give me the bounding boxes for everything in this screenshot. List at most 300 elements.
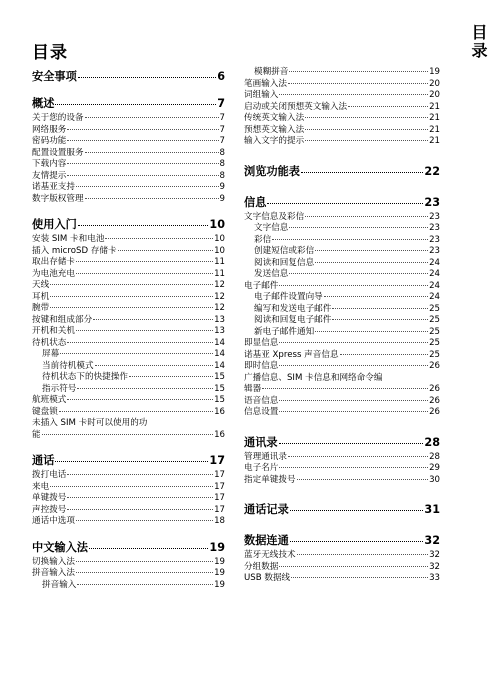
page-number: 13 (214, 314, 225, 325)
dot-leader (60, 353, 213, 354)
side-tab-label: 目录 (469, 24, 488, 60)
toc-entry[interactable] (244, 292, 440, 304)
entry-title: 取出存储卡 (32, 257, 75, 267)
dot-leader (118, 250, 213, 251)
dot-leader (332, 319, 428, 320)
page-number: 7 (219, 124, 225, 135)
page-number: 25 (429, 326, 440, 337)
entry-title: 语音信息 (244, 395, 279, 406)
page-number: 22 (424, 164, 440, 178)
page-number: 13 (214, 326, 225, 336)
entry-title: 拼音输入 (42, 579, 77, 590)
toc-entry[interactable] (32, 430, 225, 442)
dot-leader (290, 510, 424, 511)
toc-entry[interactable] (32, 159, 225, 171)
page-number: 18 (214, 516, 225, 526)
page-number: 7 (217, 97, 225, 110)
entry-title: 拨打电话 (32, 470, 67, 480)
toc-section-heading[interactable] (32, 70, 225, 84)
page-number: 29 (429, 463, 440, 473)
page-number: 15 (214, 395, 225, 405)
toc-section-heading[interactable] (32, 218, 225, 232)
dot-leader (290, 541, 424, 542)
toc-entry[interactable] (244, 452, 440, 464)
entry-title: 预想英文输入法 (244, 124, 305, 135)
dot-leader (289, 71, 428, 72)
page-number: 19 (214, 568, 225, 578)
dot-leader (279, 411, 428, 412)
page-number: 17 (209, 454, 225, 467)
dot-leader (67, 140, 218, 141)
page-number: 28 (429, 451, 440, 462)
entry-title: 新电子邮件通知 (254, 326, 315, 337)
entry-title: 来电 (32, 481, 50, 492)
dot-leader (59, 411, 213, 412)
dot-leader (85, 117, 219, 118)
toc-entry[interactable] (244, 235, 440, 247)
toc-right-column (244, 67, 440, 585)
entry-title: 指示符号 (42, 383, 77, 394)
toc-section (244, 534, 440, 585)
toc-left-column (32, 70, 225, 591)
toc-entry[interactable] (32, 384, 225, 396)
toc-entry[interactable] (244, 463, 440, 475)
dot-leader (50, 486, 213, 487)
entry-title: 关于您的设备 (32, 113, 84, 123)
page-number: 24 (429, 292, 440, 302)
dot-leader (324, 296, 428, 297)
entry-title: 管理通讯录 (244, 451, 287, 462)
toc-entry[interactable] (32, 361, 225, 373)
entry-title: 指定单键拨号 (244, 474, 296, 485)
toc-entry[interactable] (32, 125, 225, 137)
toc-section (32, 218, 225, 441)
dot-leader (67, 509, 213, 510)
page-number: 23 (429, 211, 440, 222)
dot-leader (77, 388, 213, 389)
toc-entry[interactable] (32, 580, 225, 592)
dot-leader (305, 117, 428, 118)
toc-entry[interactable] (244, 246, 440, 258)
dot-leader (67, 497, 213, 498)
entry-title: 诺基亚 Xpress 声音信息 (244, 349, 339, 360)
entry-title: 网络服务 (32, 124, 67, 135)
section-title: 安全事项 (32, 70, 77, 83)
entry-title: 拼音输入法 (32, 568, 75, 578)
entry-title: 电子邮件设置向导 (254, 292, 323, 302)
page-number: 31 (424, 503, 440, 516)
entry-title: 文字信息及彩信 (244, 211, 305, 222)
toc-entry[interactable] (244, 102, 440, 114)
dot-leader (297, 554, 428, 555)
toc-entry[interactable] (244, 125, 440, 137)
dot-leader (279, 285, 428, 286)
toc-entry[interactable] (244, 562, 440, 574)
toc-entry[interactable] (244, 113, 440, 125)
entry-title: 词组输入 (244, 90, 279, 100)
page-number: 24 (429, 257, 440, 268)
page-number: 21 (429, 136, 440, 146)
page-number: 14 (214, 349, 225, 359)
page-number: 11 (214, 268, 225, 279)
page-number: 19 (214, 556, 225, 567)
toc-entry[interactable] (32, 470, 225, 482)
page-number: 15 (214, 372, 225, 382)
dot-leader (279, 94, 428, 95)
entry-title: 天线 (32, 280, 50, 290)
dot-leader (67, 342, 213, 343)
toc-entry[interactable] (32, 136, 225, 148)
toc-entry[interactable] (32, 148, 225, 160)
entry-title: 航班模式 (32, 395, 67, 405)
page-number: 33 (429, 573, 440, 583)
toc-entry[interactable] (244, 338, 440, 350)
page-number: 19 (429, 67, 440, 77)
toc-entry[interactable] (244, 361, 440, 373)
page-number: 19 (214, 579, 225, 590)
toc-section (244, 67, 440, 148)
dot-leader (332, 308, 428, 309)
toc-section-heading[interactable] (244, 503, 440, 517)
toc-section-heading[interactable] (244, 165, 440, 179)
dot-leader (76, 186, 219, 187)
toc-entry[interactable] (244, 136, 440, 148)
dot-leader (55, 104, 216, 105)
toc-entry[interactable] (244, 269, 440, 281)
page-number: 25 (429, 315, 440, 325)
entry-title: 启动或关闭预想英文输入法 (244, 101, 348, 112)
dot-leader (288, 83, 428, 84)
toc-section (32, 97, 225, 205)
toc-entry[interactable] (32, 326, 225, 338)
toc-entry[interactable] (32, 280, 225, 292)
entry-title: 待机状态下的快捷操作 (42, 372, 128, 382)
page-number: 23 (429, 246, 440, 256)
dot-leader (85, 152, 219, 153)
toc-entry[interactable] (244, 396, 440, 408)
entry-title: 辑器 (244, 384, 262, 394)
page-number: 8 (219, 147, 225, 158)
entry-title: 待机状态 (32, 337, 67, 348)
dot-leader (76, 330, 213, 331)
page-number: 25 (429, 349, 440, 360)
toc-entry[interactable] (32, 171, 225, 183)
page-number: 8 (219, 159, 225, 169)
toc-entry[interactable] (32, 269, 225, 281)
dot-leader (348, 106, 428, 107)
page-title: 目录 (32, 43, 68, 63)
page-number: 24 (429, 269, 440, 279)
entry-title: 蓝牙无线技术 (244, 550, 296, 560)
section-title: 信息 (244, 195, 267, 209)
entry-title: 下载内容 (32, 159, 67, 169)
dot-leader (340, 354, 429, 355)
entry-title: 开机和关机 (32, 326, 75, 336)
toc-section-heading[interactable] (244, 196, 440, 210)
entry-title: 密码功能 (32, 136, 67, 146)
entry-title: 切换输入法 (32, 556, 75, 567)
page-number: 7 (219, 136, 225, 146)
dot-leader (89, 548, 208, 549)
toc-entry[interactable] (32, 113, 225, 125)
entry-title: 耳机 (32, 291, 50, 302)
dot-leader (262, 388, 428, 389)
page-number: 16 (214, 429, 225, 440)
page-number: 14 (214, 337, 225, 348)
dot-leader (289, 273, 428, 274)
dot-leader (78, 77, 216, 78)
entry-title: 能 (32, 429, 41, 440)
toc-entry[interactable] (244, 67, 440, 79)
toc-entry[interactable] (32, 493, 225, 505)
dot-leader (67, 474, 213, 475)
toc-section-heading[interactable] (244, 534, 440, 548)
dot-leader (76, 261, 213, 262)
page-number: 26 (429, 395, 440, 406)
entry-title: 创建短信或彩信 (254, 246, 315, 256)
dot-leader (315, 262, 428, 263)
section-title: 浏览功能表 (244, 164, 300, 178)
toc-entry[interactable] (32, 246, 225, 258)
toc-entry[interactable] (32, 505, 225, 517)
page-number: 21 (429, 101, 440, 112)
dot-leader (279, 566, 428, 567)
page-number: 12 (214, 303, 225, 313)
dot-leader (50, 307, 213, 308)
toc-section (32, 454, 225, 528)
entry-title: 阅读和回复电子邮件 (254, 315, 332, 325)
toc-section (244, 436, 440, 487)
dot-leader (279, 400, 428, 401)
toc-entry[interactable] (32, 482, 225, 494)
page-number: 32 (429, 550, 440, 560)
toc-section (244, 196, 440, 419)
page-number: 10 (209, 218, 225, 231)
dot-leader (105, 238, 213, 239)
toc-entry[interactable] (32, 315, 225, 327)
dot-leader (42, 434, 213, 435)
page-number: 32 (424, 534, 440, 547)
toc-entry[interactable] (244, 350, 440, 362)
page-number: 32 (429, 561, 440, 572)
entry-title: 配置设置服务 (32, 147, 84, 158)
toc-section (32, 70, 225, 84)
dot-leader (78, 225, 209, 226)
toc-entry[interactable] (244, 223, 440, 235)
page-number: 26 (429, 407, 440, 417)
dot-leader (129, 376, 213, 377)
page-number: 6 (217, 70, 225, 83)
section-title: 通话记录 (244, 503, 289, 516)
entry-title: 阅读和回复信息 (254, 257, 315, 268)
page-number: 10 (214, 234, 225, 244)
toc-entry[interactable] (244, 550, 440, 562)
page-number: 28 (424, 435, 440, 449)
entry-title: 输入文字的提示 (244, 136, 305, 146)
toc-section-heading[interactable] (32, 541, 225, 555)
page-number: 9 (219, 182, 225, 192)
dot-leader (67, 163, 218, 164)
toc-entry[interactable] (244, 327, 440, 339)
page-number: 10 (214, 245, 225, 256)
toc-entry[interactable] (244, 304, 440, 316)
page-number: 17 (214, 493, 225, 503)
page-number: 11 (214, 257, 225, 267)
toc-entry[interactable] (244, 573, 440, 585)
entry-title: 插入 microSD 存储卡 (32, 245, 117, 256)
toc-entry[interactable] (244, 258, 440, 270)
toc-section-heading[interactable] (32, 454, 225, 468)
page-number: 9 (219, 193, 225, 204)
entry-title: 文字信息 (254, 223, 289, 233)
toc-entry[interactable] (32, 516, 225, 528)
toc-entry[interactable] (244, 79, 440, 91)
toc-entry[interactable] (32, 349, 225, 361)
entry-title: 为电池充电 (32, 268, 75, 279)
dot-leader (301, 172, 423, 173)
page-number: 12 (214, 280, 225, 290)
entry-title: 编写和发送电子邮件 (254, 303, 332, 314)
dot-leader (93, 319, 213, 320)
section-title: 数据连通 (244, 534, 289, 547)
page-number: 17 (214, 470, 225, 480)
toc-entry[interactable] (244, 315, 440, 327)
page-number: 23 (424, 195, 440, 209)
entry-title: 信息设置 (244, 407, 279, 417)
page-number: 16 (214, 406, 225, 417)
entry-title: 电子名片 (244, 463, 279, 473)
dot-leader (279, 467, 428, 468)
dot-leader (305, 140, 428, 141)
page-number: 20 (429, 90, 440, 100)
toc-entry[interactable] (32, 395, 225, 407)
dot-leader (315, 331, 428, 332)
section-title: 中文输入法 (32, 540, 88, 554)
entry-title: 屏幕 (42, 349, 60, 359)
toc-entry[interactable] (244, 90, 440, 102)
entry-title: 腕带 (32, 303, 50, 313)
toc-entry-wrapped-line[interactable]: 未插入 SIM 卡时可以使用的功 (32, 418, 148, 428)
toc-section (244, 165, 440, 179)
entry-title: 传统英文输入法 (244, 113, 305, 123)
dot-leader (305, 216, 428, 217)
dot-leader (272, 239, 428, 240)
dot-leader (305, 129, 428, 130)
toc-entry[interactable] (32, 194, 225, 206)
toc-entry[interactable] (32, 372, 225, 384)
entry-title: 安装 SIM 卡和电池 (32, 234, 105, 244)
dot-leader (267, 203, 423, 204)
page-number: 19 (209, 540, 225, 554)
page-number: 26 (429, 361, 440, 371)
toc-entry[interactable] (32, 182, 225, 194)
dot-leader (67, 175, 218, 176)
page-number: 21 (429, 124, 440, 135)
dot-leader (67, 399, 213, 400)
toc-entry[interactable] (244, 407, 440, 419)
page-number: 17 (214, 481, 225, 492)
section-title: 通话 (32, 454, 55, 467)
section-title: 概述 (32, 97, 55, 110)
toc-entry-wrapped-line[interactable]: 广播信息、SIM 卡信息和网络命令编 (244, 372, 383, 383)
dot-leader (315, 250, 428, 251)
page-number: 8 (219, 170, 225, 181)
toc-entry[interactable] (32, 338, 225, 350)
page-number: 14 (214, 360, 225, 371)
entry-title: 电子邮件 (244, 280, 279, 291)
entry-title: 数字版权管理 (32, 193, 84, 204)
toc-entry[interactable] (32, 234, 225, 246)
dot-leader (297, 479, 428, 480)
entry-title: 诺基亚支持 (32, 182, 75, 192)
toc-entry[interactable] (244, 212, 440, 224)
toc-entry[interactable] (32, 292, 225, 304)
toc-entry[interactable] (32, 557, 225, 569)
toc-entry[interactable] (244, 384, 440, 396)
toc-section-heading[interactable] (244, 436, 440, 450)
page-number: 25 (429, 303, 440, 314)
entry-title: 彩信 (254, 234, 272, 245)
dot-leader (77, 584, 213, 585)
page-number: 15 (214, 383, 225, 394)
page-number: 23 (429, 223, 440, 233)
dot-leader (288, 456, 428, 457)
toc-entry[interactable] (32, 568, 225, 580)
entry-title: 模糊拼音 (254, 67, 289, 77)
page-number: 26 (429, 384, 440, 394)
page-number: 12 (214, 291, 225, 302)
entry-title: 发送信息 (254, 269, 289, 279)
entry-title: 即显信息 (244, 338, 279, 348)
toc-entry[interactable] (32, 407, 225, 419)
page-number: 23 (429, 234, 440, 245)
page-number: 20 (429, 78, 440, 89)
entry-title: 声控拨号 (32, 504, 67, 515)
page-number: 7 (219, 113, 225, 123)
entry-title: USB 数据线 (244, 573, 291, 583)
entry-title: 分组数据 (244, 561, 279, 572)
dot-leader (76, 273, 213, 274)
toc-section (244, 503, 440, 517)
dot-leader (279, 342, 428, 343)
page-number: 24 (429, 280, 440, 291)
toc-entry[interactable] (244, 281, 440, 293)
page-number: 25 (429, 338, 440, 348)
dot-leader (76, 561, 213, 562)
dot-leader (67, 129, 218, 130)
dot-leader (279, 443, 424, 444)
dot-leader (76, 572, 213, 573)
toc-section-heading[interactable] (32, 97, 225, 111)
toc-entry[interactable] (244, 475, 440, 487)
dot-leader (50, 296, 213, 297)
dot-leader (85, 198, 219, 199)
toc-entry[interactable] (32, 303, 225, 315)
toc-section (32, 541, 225, 592)
dot-leader (289, 227, 428, 228)
dot-leader (76, 520, 213, 521)
entry-title: 按键和组成部分 (32, 314, 93, 325)
entry-title: 笔画输入法 (244, 78, 287, 89)
entry-title: 单键拨号 (32, 493, 67, 503)
page-number: 30 (429, 474, 440, 485)
dot-leader (291, 577, 428, 578)
dot-leader (50, 284, 213, 285)
page-number: 17 (214, 504, 225, 515)
entry-title: 即时信息 (244, 361, 279, 371)
section-title: 使用入门 (32, 218, 77, 231)
toc-entry[interactable] (32, 257, 225, 269)
